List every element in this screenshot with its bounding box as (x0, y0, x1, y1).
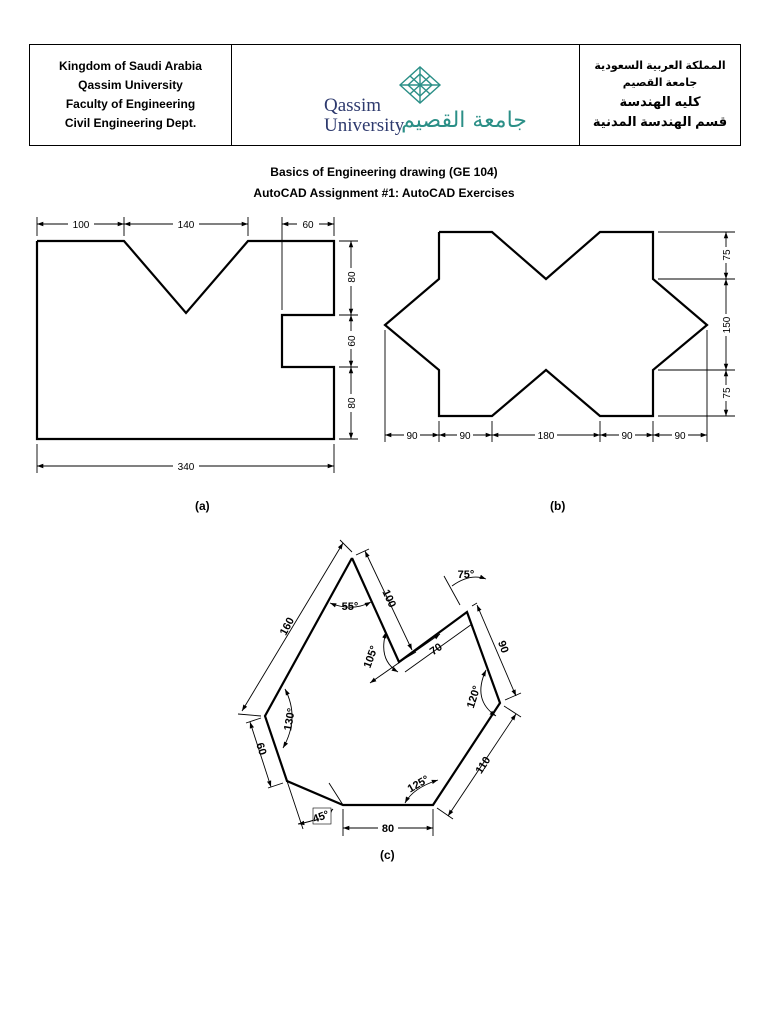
dim-c-a45: 45° (311, 808, 331, 826)
dim-b-right-1: 75 (722, 249, 733, 261)
dim-a-top-1: 100 (72, 220, 90, 231)
caption-a: (a) (195, 499, 210, 513)
dim-c-160: 160 (277, 615, 297, 638)
header-en-line-3: Faculty of Engineering (65, 97, 196, 111)
header-en-line-1: Kingdom of Saudi Arabia (59, 59, 202, 73)
dim-c-a105: 105° (361, 644, 381, 670)
logo-text-top: Qassim (324, 95, 381, 116)
header-ar-line-4: قسم الهندسة المدنية (592, 114, 728, 129)
dim-a-top-2: 140 (177, 220, 195, 231)
dim-c-100: 100 (379, 587, 399, 610)
header-ar-line-1: المملكة العربية السعودية (594, 60, 726, 72)
dim-c-80: 80 (381, 823, 395, 835)
dim-c-a120: 120° (464, 684, 484, 710)
dim-b-bottom-1: 90 (406, 431, 418, 442)
figure-b-outline (385, 232, 707, 416)
dim-c-60: 60 (253, 741, 269, 757)
dim-b-bottom-5: 90 (674, 431, 686, 442)
dim-a-top-3: 60 (302, 220, 314, 231)
header-ar-line-3: كليه الهندسة (619, 94, 701, 109)
caption-c: (c) (380, 848, 395, 862)
dim-b-bottom-2: 90 (459, 431, 471, 442)
dim-b-bottom-4: 90 (621, 431, 633, 442)
document-subtitle: AutoCAD Assignment #1: AutoCAD Exercises (253, 186, 515, 200)
dim-c-70: 70 (427, 641, 445, 658)
dim-c-a130: 130° (282, 707, 298, 732)
dim-b-right-2: 150 (722, 316, 733, 334)
dim-c-110: 110 (473, 754, 494, 777)
dim-a-bottom: 340 (177, 462, 195, 473)
dim-a-right-1: 80 (347, 271, 358, 283)
figure-a-outline (37, 241, 334, 439)
figure-a (37, 217, 358, 473)
dim-c-a55: 55° (341, 601, 359, 613)
figure-b (385, 232, 735, 442)
dim-a-right-3: 80 (347, 397, 358, 409)
dim-b-right-3: 75 (722, 387, 733, 399)
logo-text-bottom: University (324, 115, 405, 136)
dim-b-bottom-3: 180 (537, 431, 555, 442)
dim-c-a125: 125° (405, 773, 432, 796)
dim-c-a75: 75° (457, 569, 475, 581)
logo-text-arabic: جامعة القصيم (401, 108, 527, 133)
header-ar-line-2: جامعة القصيم (622, 77, 698, 89)
dim-a-right-2: 60 (347, 335, 358, 347)
document-title: Basics of Engineering drawing (GE 104) (270, 165, 498, 179)
header-en-line-4: Civil Engineering Dept. (64, 116, 197, 130)
dim-c-90: 90 (495, 639, 511, 655)
figure-c (238, 540, 521, 836)
caption-b: (b) (550, 499, 566, 513)
header-en-line-2: Qassim University (78, 78, 183, 92)
